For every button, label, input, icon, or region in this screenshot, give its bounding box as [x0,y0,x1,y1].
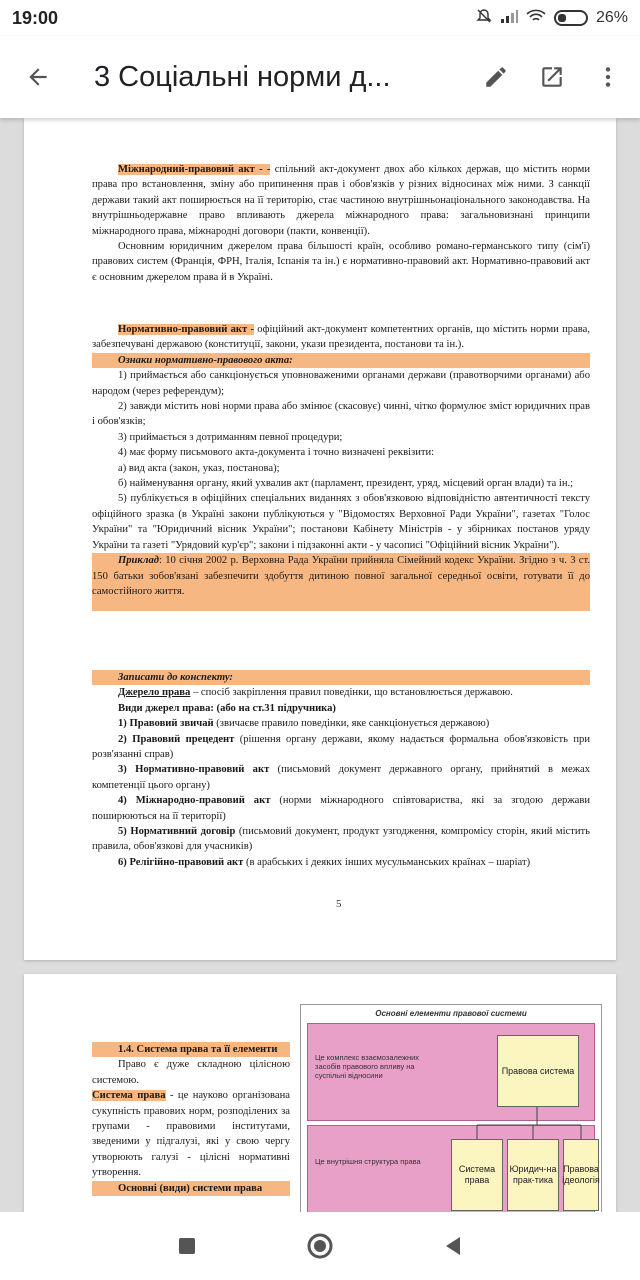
feature-item: 5) публікується в офіційних спеціальних виданнях з обов'язковою відповідністю автентичності тексту офіційного зразка (в Україні закони публікуються у "Відомостях Верховної Ради України", газетах "Голос України" та "Юридичний вісник України"; постанови Кабінету Міністрів - у збірниках постанов уряду України та газеті "Урядовий кур'єр"; закони і підзаконні акти - у часописі "Офіційний вісник України"). [92,493,590,551]
notes-heading: Записати до конспекту: [92,670,590,685]
cut-off-heading: Основні (види) системи права [92,1181,290,1196]
signal-icon [500,9,518,28]
arrow-left-icon [25,64,51,90]
feature-item: 1) приймається або санкціонується уповноваженими органами держави (правотворчими органами) або народом (через референдум); [92,370,590,397]
app-bar [0,36,640,118]
paragraph [92,685,590,700]
source-type-item [92,716,590,731]
more-vert-icon [595,64,621,90]
source-type-desc: (звичаєве правило поведінки, яке санкціонується державою) [213,718,490,730]
home-button[interactable] [296,1222,344,1270]
open-external-button[interactable] [524,49,580,105]
source-type-item [92,855,590,870]
pencil-icon [483,64,509,90]
source-type-item [92,824,590,855]
legal-system-diagram [300,1004,602,1212]
example-block [92,553,590,611]
block-normative-act [92,322,590,611]
term-source-of-law: Джерело права [118,687,191,699]
feature-item: 4) має форму письмового акта-документа і точно визначені реквізити: [118,447,435,459]
source-type-item [92,762,590,793]
diagram-box-legal-system: Правова система [497,1035,579,1107]
block-system-of-law [92,1042,290,1196]
features-heading: Ознаки нормативно-правового акта: [92,353,590,368]
block-international-act [92,162,590,285]
more-options-button[interactable] [580,49,636,105]
page-number: 5 [336,898,342,910]
source-type-name: 4) Міжнародно-правовий акт [118,795,271,807]
diagram-band-bottom-text: Це внутрішня структура права [315,1157,421,1166]
term-definition: спільний акт-документ двох або кількох держав, що містить норми права про встановлення, зміну або припинення прав і обов'язків у різних відносинах між ними. З санкції держави такий акт поширюється на її територію, стає частиною внутрішньонаціонального законодавства. На внутрішньодержавне право впливають джерела міжнародного права: загальновизнані принципи міжнародного права, міжнародні договори (пакти, конвенції). [92,164,590,237]
paragraph [92,1088,290,1180]
term-system-of-law: Система права [92,1090,166,1102]
source-type-name: 5) Нормативний договір [118,826,236,838]
term-definition: офіційний акт-документ компетентних органів, що містить норми права, забезпечувані державою (конституції, закони, укази президента, постанови та ін.). [92,324,590,351]
source-type-item [92,732,590,763]
diagram-box-legal-practice: Юридич-на прак-тика [507,1139,559,1211]
document-page-1 [24,118,616,960]
document-viewer[interactable] [0,118,640,1212]
battery-percent: 26% [595,9,628,26]
diagram-box-legal-ideology: Правова ідеологія [563,1139,599,1211]
term-international-act: Міжнародний-правовий акт - - [118,164,271,175]
example-label: Приклад [118,555,159,567]
paragraph: Право є дуже складною цілісною системою. [92,1059,290,1086]
back-button[interactable] [10,49,66,105]
system-back-button[interactable] [429,1222,477,1270]
source-type-desc: (рішення органу держави, якому надається формальна обов'язковість при розв'язанні справ) [92,733,590,761]
status-icons [476,8,628,29]
status-bar [0,0,640,36]
diagram-connectors [301,1005,601,1212]
source-type-name: 6) Релігійно-правовий акт [118,856,244,868]
document-title: 3 Соціальні норми д... [94,60,391,93]
paragraph: Основним юридичним джерелом права більшості країн, особливо романо-германського типу (сім'ї) правових систем (Франція, ФРН, Італія, Іспанія та ін.) є нормативно-правовий акт. Нормативно-правовий акт є основним джерелом права й в Україні. [92,241,590,283]
source-type-item [92,793,590,824]
source-type-desc: (в арабських і деяких інших мусульманських країнах – шаріат) [243,856,531,868]
source-type-name: 2) Правовий прецедент [118,733,235,745]
source-type-name: 1) Правовий звичай [118,718,214,730]
recents-button[interactable] [163,1222,211,1270]
feature-item: б) найменування органу, який ухвалив акт (парламент, президент, уряд, місцевий орган влади) та ін.; [118,478,574,490]
diagram-box-system-of-law: Система права [451,1139,503,1211]
diagram-title: Основні елементи правової системи [375,1009,527,1018]
wifi-icon [526,9,546,28]
battery-icon [554,10,588,26]
feature-item: 3) приймається з дотриманням певної процедури; [118,431,343,443]
source-type-desc: (письмовий документ, продукт узгодження, компромісу сторін, який містить правила, обов'язкові для учасників) [92,826,591,853]
paragraph [92,162,590,239]
circle-icon [306,1232,334,1260]
source-type-desc: (норми міжнародного співтовариства, які за згодою держави поширюються на її території) [92,795,591,822]
source-type-desc: (письмовий документ державного органу, прийнятий в межах компетенції цього органу) [92,764,590,791]
source-type-name: 3) Нормативно-правовий акт [118,764,270,776]
term-definition: – спосіб закріплення правил поведінки, що встановлюється державою. [190,687,513,699]
document-page-2 [24,974,616,1212]
block-notes [92,670,590,870]
diagram-band-top-text: Це комплекс взаємозалежних засобів правового впливу на суспільні відносини [315,1053,420,1080]
edit-button[interactable] [468,49,524,105]
section-heading: 1.4. Система права та її елементи [92,1042,290,1057]
triangle-back-icon [442,1235,464,1257]
feature-item: а) вид акта (закон, указ, постанова); [118,462,280,474]
feature-item: 2) завжди містить нові норми права або змінює (скасовує) чинні, чітко формулює зміст юридичних прав і обов'язків; [92,401,590,428]
term-normative-act: Нормативно-правовий акт - [118,324,255,335]
square-icon [177,1236,197,1256]
paragraph [92,322,590,353]
open-in-new-icon [539,64,565,90]
system-nav-bar [0,1212,640,1280]
types-heading: Види джерел права: (або на ст.31 підручника) [118,702,336,714]
mute-icon [476,8,492,29]
example-text: : 10 січня 2002 р. Верховна Рада України прийняла Сімейний кодекс України. Згідно з ч. 3 ст. 150 батьки зобов'язані забезпечити здобуття дитиною повної загальної середньої освіти, готувати її до самостійного життя. [92,555,590,597]
status-time: 19:00 [12,7,59,28]
term-definition: - це науково організована сукупність правових норм, розподілених за групами - правовими інститутами, зведеними у підгалузі, які у свою чергу утворюють галузі - цілісні нормативні утворення. [92,1090,290,1179]
